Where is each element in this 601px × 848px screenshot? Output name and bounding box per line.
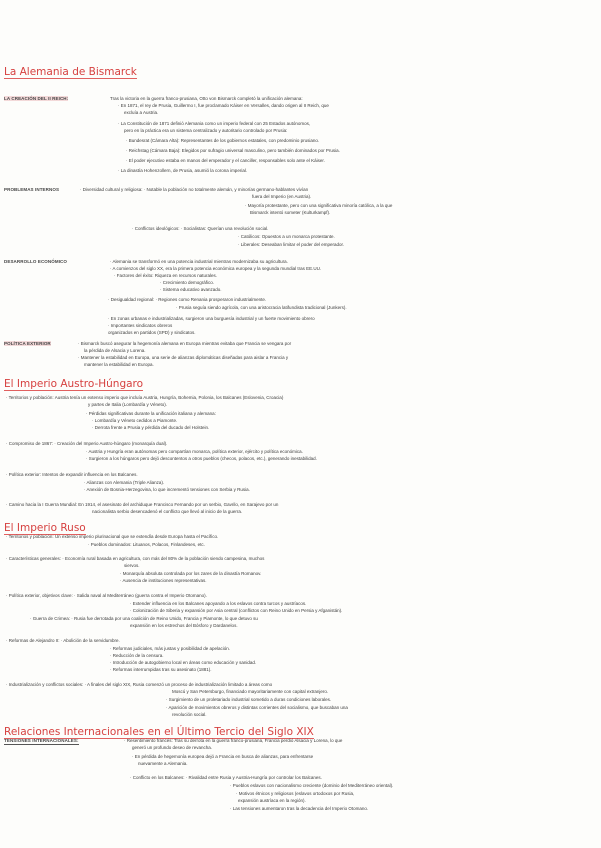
note-line: · Anexión de Bosnia-Herzegovina, lo que incrementó tensiones con Serbia y Rusia. xyxy=(84,487,250,492)
note-line: · Surgimiento de un proletariado industrial sometido a duras condiciones laborales. xyxy=(166,697,332,702)
note-line: · Territorios y población: Un extenso imperio plurinacional que se extendía desde Europa hasta el Pacífico. xyxy=(6,534,219,539)
note-line: Moscú y San Petersburgo, financiado mayoritariamente con capital extranjero. xyxy=(172,689,329,694)
note-line: · Desigualdad regional: · Regiones como Renania prosperaron industrialmente. xyxy=(108,297,267,302)
note-line: · Reichstag (Cámara Baja): Elegidos por sufragio universal masculino, pero también dominados por Prusia. xyxy=(126,148,340,153)
note-line: · Importantes sindicatos obreros xyxy=(108,323,173,328)
note-line: · Factores del éxito: Riqueza en recursos naturales. xyxy=(114,273,218,278)
note-line: · Política exterior, objetivos clave: · Salida naval al Mediterráneo (guerra contra el Imperio Otomano). xyxy=(6,593,207,598)
note-line: · Pérdidas significativas durante la unificación italiana y alemana: xyxy=(86,411,216,416)
note-line: · Guerra de Crimea: · Rusia fue derrotada por una coalición de Reino Unido, Francia y Piamonte, lo que detuvo su xyxy=(30,616,258,621)
note-line: · Sistema educativo avanzado. xyxy=(160,287,222,292)
note-line: · El poder ejecutivo estaba en manos del emperador y el canciller, responsables solo ante el Káiser. xyxy=(126,158,325,163)
note-line: siervos. xyxy=(124,563,140,568)
note-line: fuera del Imperio (en Austria). xyxy=(252,194,312,199)
note-line: · Bundesrat (Cámara Alta): Representantes de los gobiernos estatales, con predominio prusiano. xyxy=(126,138,320,143)
note-line: · Surgieron a los húngaros pero dejó descontentos a otros pueblos (checos, polacos, etc.), generando inestabilidad. xyxy=(86,456,317,461)
note-line: · Pueblos dominados: Lituanos, Polacos, Finlandeses, etc. xyxy=(88,542,205,547)
note-line: pero en la práctica era un sistema centralizado y autoritario controlado por Prusia: xyxy=(124,128,288,133)
note-line: · Monarquía absoluta controlada por los zares de la dinastía Romanov. xyxy=(120,571,262,576)
note-line: nuevamente a Alemania. xyxy=(138,761,188,766)
section-title-text: El Imperio Austro-Húngaro xyxy=(4,378,144,390)
note-line: la pérdida de Alsacia y Lorena. xyxy=(84,348,146,353)
section-title xyxy=(4,522,86,534)
topic-label-text: LA CREACIÓN DEL II REICH: xyxy=(4,96,69,101)
note-line: · Introducción de autogobierno local en áreas como educación y sanidad. xyxy=(110,660,257,665)
note-line: · Reducción de la censura. xyxy=(110,653,164,658)
note-line: revolución social. xyxy=(172,712,207,717)
note-line: · Reformas de Alejandro II: · Abolición de la servidumbre. xyxy=(6,638,120,643)
note-line: · En 1871, el rey de Prusia, Guillermo I, fue proclamado Káiser en Versalles, dando origen al II Reich, que xyxy=(118,103,329,108)
note-line: Bismarck intentó someter (Kulturkampf). xyxy=(250,210,331,215)
note-line: · Mayoría protestante, pero con una significativa minoría católica, a la que xyxy=(245,203,393,208)
note-line: · Territorios y población: Austria tenía un extenso imperio que incluía Austria, Hungría, Bohemia, Polonia, los Balcanes (Eslovenia, Croacia) xyxy=(6,395,284,400)
note-line: · Aparición de movimientos obreros y distintas corrientes del socialismo, que buscaban una xyxy=(166,705,348,710)
topic-label xyxy=(4,96,68,102)
note-line: · La dinastía Hohenzollern, de Prusia, asumió la corona imperial. xyxy=(118,168,248,173)
note-line: · En zonas urbanas e industrializadas, surgieron una burguesía industrial y un fuerte movimiento obrero xyxy=(108,316,315,321)
note-line: · Conflicto en los Balcanes: · Rivalidad entre Rusia y Austria-Hungría por controlar los Balcanes. xyxy=(130,775,322,780)
note-line: · Ausencia de instituciones representativas. xyxy=(120,578,207,583)
note-line: · En pérdida de hegemonía europea dejó a Francia en busca de alianzas, para enfrentarse xyxy=(132,754,314,759)
section-title xyxy=(4,726,314,738)
topic-label xyxy=(4,187,59,193)
topic-label-text: TENSIONES INTERNACIONALES: xyxy=(4,738,79,743)
note-line: · Colonización de Siberia y expansión por Asia central (conflictos con Reino Unido en Persia y Afganistán). xyxy=(130,608,343,613)
note-line: expansión austríaca en la región). xyxy=(238,798,306,803)
section-title-text: Relaciones Internacionales en el Último Tercio del Siglo XIX xyxy=(4,726,314,738)
topic-label-text: PROBLEMAS INTERNOS xyxy=(4,187,60,192)
note-line: · Pueblos eslavos con nacionalismo creciente (dominio del Mediterráneo oriental). xyxy=(230,783,394,788)
note-line: · Compromiso de 1867: · Creación del Imperio Austro-húngaro (monarquía dual). xyxy=(6,441,168,446)
section-title xyxy=(4,66,137,78)
section-title-text: La Alemania de Bismarck xyxy=(4,66,137,78)
note-line: nacionalista serbio desencadenó el conflicto que llevó al inicio de la guerra. xyxy=(92,509,243,514)
note-line: · Conflictos ideológicos: · Socialistas: Querían una revolución social. xyxy=(132,226,269,231)
topic-label xyxy=(4,341,51,347)
note-line: · Liberales: Deseaban limitar el poder del emperador. xyxy=(238,242,345,247)
section-title-text: El Imperio Ruso xyxy=(4,522,86,534)
note-line: excluía a Austria. xyxy=(124,110,159,115)
note-line: · Características generales: · Economía rural basada en agricultura, con más del 80% de la población siendo campesina, muchos xyxy=(6,556,265,561)
note-line: · Mantener la estabilidad en Europa, una serie de alianzas diplomáticas diseñadas para aislar a Francia y xyxy=(78,355,289,360)
note-line: expansión en los estrechos del Bósforo y Dardanelos. xyxy=(130,623,238,628)
note-line: · Extender influencia en los Balcanes apoyando a los eslavos contra turcos y austríacos. xyxy=(130,601,307,606)
note-line: · Política exterior: Intentos de expandir influencia en los Balcanes. xyxy=(6,472,138,477)
note-line: organizados en partidos (SPD) y sindicatos. xyxy=(108,330,196,335)
note-line: · Las tensiones aumentaron tras la decadencia del Imperio Otomano. xyxy=(230,806,369,811)
note-line: · La Constitución de 1871 definió Alemania como un imperio federal con 25 Estados autónomos, xyxy=(118,121,311,126)
note-line: · Resentimiento francés: Tras su derrota en la guerra franco-prusiana, Francia perdió Alsacia y Lorena, lo que xyxy=(124,738,343,743)
note-line: · Reformas interrumpidas tras su asesinato (1881). xyxy=(110,667,212,672)
section-title xyxy=(4,378,143,390)
note-line: · Austria y Hungría eran autónomas pero compartían monarca, política exterior, ejército y política económica. xyxy=(86,449,303,454)
note-line: · Alemania se transformó en una potencia industrial mientras modernizaba su agricultura. xyxy=(110,259,288,264)
note-line: · Lombardía y Véneto cedidos a Piamonte. xyxy=(92,418,178,423)
note-line: generó un profundo deseo de revancha. xyxy=(132,745,213,750)
topic-label-text: DESARROLLO ECONÓMICO xyxy=(4,259,68,264)
topic-label-text: POLÍTICA EXTERIOR xyxy=(4,341,51,346)
note-line: · Motivos étnicos y religiosos (eslavos ortodoxos por Rusia, xyxy=(236,791,355,796)
note-line: · Diversidad cultural y religiosa: · Notable la población no totalmente alemán, y minorías germano-hablantes vivían xyxy=(80,187,309,192)
note-line: · Prusia seguía siendo agrícola, con una aristocracia latifundista tradicional (Junkers). xyxy=(176,305,347,310)
note-line: · Crecimiento demográfico. xyxy=(160,280,215,285)
note-line: y partes de Italia (Lombardía y Véneto). xyxy=(88,402,168,407)
note-line: · Alianzas con Alemania (Triple Alianza). xyxy=(84,480,165,485)
note-line: · A comienzos del siglo XX, era la primera potencia económica europea y la segunda mundial tras EE.UU. xyxy=(110,266,322,271)
note-line: · Derrota frente a Prusia y pérdida del ducado del Holstein. xyxy=(92,425,210,430)
note-line: · Reformas judiciales, más justas y posibilidad de apelación. xyxy=(110,646,231,651)
note-line: · Católicos: Opuestos a un monarca protestante. xyxy=(238,234,335,239)
topic-label xyxy=(4,738,79,745)
note-line: · Bismarck buscó asegurar la hegemonía alemana en Europa mientras evitaba que Francia se vengara por xyxy=(78,341,292,346)
note-line: Tras la victoria en la guerra franco-prusiana, Otto von Bismarck completó la unificación alemana: xyxy=(110,96,303,101)
note-line: · Camino hacia la I Guerra Mundial: En 1914, el asesinato del archiduque Francisco Fernando por un serbio, Gavrilo, en Sarajevo por un xyxy=(6,502,279,507)
topic-label xyxy=(4,259,67,265)
note-line: · Industrialización y conflictos sociales: · A finales del siglo XIX, Rusia comenzó un proceso de industrialización limitado a áreas como xyxy=(6,682,273,687)
note-line: mantener la estabilidad en Europa. xyxy=(84,362,154,367)
